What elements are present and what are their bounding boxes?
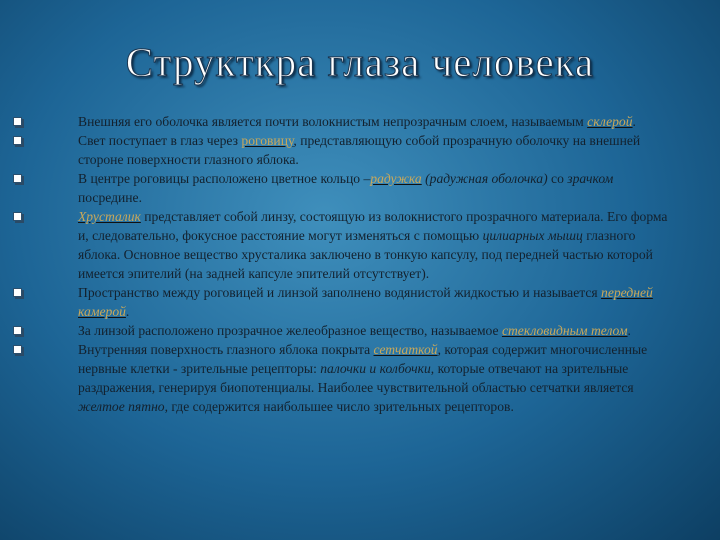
paragraph-text: со [547, 171, 568, 186]
bullet-icon [13, 288, 22, 297]
italic-text: цилиарных мышц [482, 228, 583, 243]
paragraph-text: , которые отвечают на зрительные раздражения, генерируя биопотенциалы. Наиболее чувствительной областью сетчатки является [78, 361, 634, 395]
paragraph-text: В центре роговицы расположено цветное кольцо – [78, 171, 371, 186]
paragraph-text: Внешняя его оболочка является почти волокнистым непрозрачным слоем, называемым [78, 114, 588, 129]
bullet-icon [13, 117, 22, 126]
bullet-icon [13, 136, 22, 145]
term-sclera: склерой [587, 114, 633, 129]
paragraph-text: , которая содержит многочисленные нервные клетки - зрительные рецепторы: [78, 342, 648, 376]
paragraph-text: посредине. [78, 190, 142, 205]
slide-title: Структкра глаза человека [125, 39, 595, 85]
paragraph-text: . [632, 114, 636, 129]
term-iris: радужка [370, 171, 422, 186]
bullet-icon [13, 174, 22, 183]
paragraph-anterior-chamber [78, 283, 678, 321]
slide-body [78, 112, 678, 416]
paragraph-lens [78, 207, 678, 283]
italic-text: (радужная оболочка) [421, 171, 548, 186]
paragraph-text: . [627, 323, 631, 338]
term-cornea: роговицу [241, 133, 294, 148]
paragraph-text: глазного яблока. Основное вещество хрусталика заключено в тонкую капсулу, под передней частью которой имеется эпителий (на задней капсуле эпителий отсутствует). [78, 228, 653, 281]
term-retina: сетчаткой [373, 342, 438, 357]
paragraph-iris [78, 169, 678, 207]
paragraph-text: Внутренняя поверхность глазного яблока покрыта [78, 342, 374, 357]
paragraph-text: Пространство между роговицей и линзой заполнено водянистой жидкостью и называется [78, 285, 602, 300]
italic-text: желтое пятно [78, 399, 165, 414]
italic-text: зрачком [567, 171, 614, 186]
bullet-icon [13, 345, 22, 354]
paragraph-text: , представляющую собой прозрачную оболочку на внешней стороне поверхности глазного яблока. [78, 133, 641, 167]
paragraph-text: . [125, 304, 130, 319]
bullet-icon [13, 212, 22, 221]
paragraph-vitreous-body [78, 321, 678, 340]
paragraph-text: Свет поступает в глаз через [78, 133, 242, 148]
term-lens: Хрусталик [78, 209, 141, 224]
paragraph-text: , где содержится наибольшее число зрительных рецепторов. [164, 399, 514, 414]
bullet-icon [13, 326, 22, 335]
paragraph-cornea [78, 131, 678, 169]
paragraph-sclera [78, 112, 678, 131]
paragraph-text: За линзой расположено прозрачное желеобразное вещество, называемое [78, 323, 502, 338]
paragraph-text: представляет собой линзу, состоящую из волокнистого прозрачного материала. Его форма и, следовательно, фокусное расстояние могут изменяться с помощью [78, 209, 668, 243]
italic-text: палочки и колбочки [320, 361, 431, 376]
term-vitreous-body: стекловидным телом [501, 323, 628, 338]
paragraph-retina [78, 340, 678, 416]
term-anterior-chamber: передней камерой [78, 285, 653, 319]
